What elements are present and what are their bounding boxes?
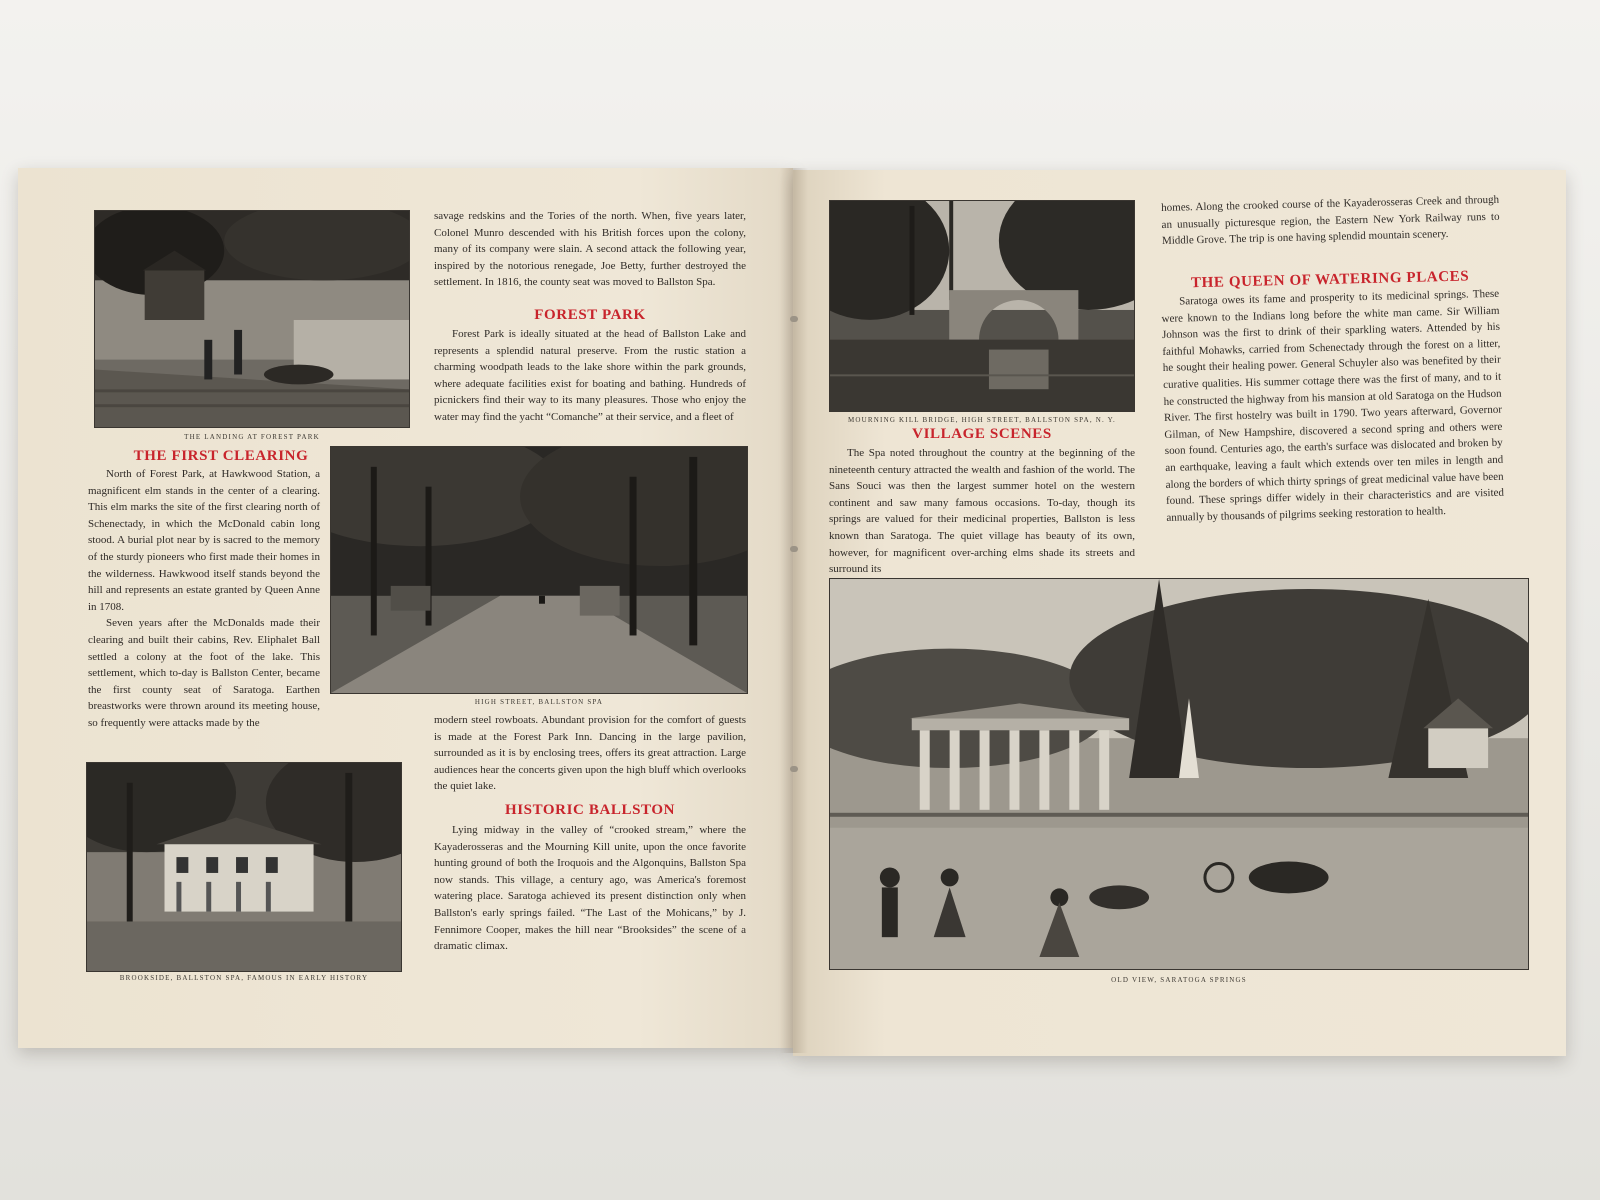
right-page (793, 170, 1566, 1056)
paragraph: Lying midway in the valley of “crooked stream,” where the Kayaderosseras and the Mourning Kill unite, upon the once favorite hunting ground of both the Iroquois and the Algonquins, Ballston Spa now stands. This village, a century ago, was America's foremost watering place. Saratoga achieved its present distinction only when Ballston's early springs failed. “The Last of the Mohicans,” by J. Fennimore Cooper, makes the hill near “Brooksides” the scene of a dramatic climax. (434, 824, 746, 953)
heading-historic-ballston: HISTORIC BALLSTON (504, 802, 676, 818)
caption-brookside: BROOKSIDE, BALLSTON SPA, FAMOUS IN EARLY HISTORY (119, 974, 369, 982)
paragraph: The Spa noted throughout the country at the beginning of the nineteenth century attracted the wealth and fashion of the world. The Sans Souci was then the largest summer hotel on the western continent and saw many famous occasions. To-day, though its springs are valued for their medicinal properties, Ballston is less known than Saratoga. The quiet village has beauty of its own, however, for magnificent over-arching elms shade its streets and surround its (829, 447, 1135, 576)
article-village-scenes (829, 445, 1135, 578)
photo-brookside (86, 762, 402, 972)
article-continued-top (434, 208, 746, 291)
article-forest-park-continued (434, 712, 746, 795)
caption-landing: THE LANDING AT FOREST PARK (184, 433, 320, 441)
binding-stitch (790, 546, 798, 552)
heading-village-scenes: VILLAGE SCENES (912, 426, 1052, 442)
caption-old-view: OLD VIEW, SARATOGA SPRINGS (1111, 976, 1247, 984)
article-queen-of-watering-places (1161, 286, 1505, 527)
paragraph: Forest Park is ideally situated at the head of Ballston Lake and represents a splendid natural preserve. From the rustic station a charming woodpath leads to the lake shore within the park grounds, where adequate facilities exist for boating and bathing. Hundreds of picnickers find their way to its many pleasures. Those who enjoy the water may find the yacht “Comanche” at their service, and a fleet of (434, 328, 746, 423)
heading-queen-of-watering-places: THE QUEEN OF WATERING PLACES (1190, 268, 1470, 292)
binding-stitch (790, 316, 798, 322)
paragraph: modern steel rowboats. Abundant provision for the comfort of guests is made at the Forest Park Inn. Dancing in the large pavilion, surrounded as it is by enclosing trees, offers its great attraction. Large audiences hear the concerts given upon the high bluff which overlooks the quiet lake. (434, 714, 746, 793)
heading-forest-park: FOREST PARK (534, 307, 646, 323)
left-page (18, 168, 793, 1048)
caption-bridge: MOURNING KILL BRIDGE, HIGH STREET, BALLSTON SPA, N. Y. (847, 416, 1116, 424)
caption-high-street: HIGH STREET, BALLSTON SPA (474, 698, 604, 706)
article-forest-park (434, 326, 746, 426)
article-historic-ballston (434, 822, 746, 955)
paragraph: North of Forest Park, at Hawkwood Station, a magnificent elm stands in the center of a clearing. This elm marks the site of the first clearing north of Schenectady, in which the McDonald cabin long stood. A burial plot near by is sacred to the memory of the sturdy pioneers who first made their homes in the wilderness. Hawkwood itself stands beyond the hill and represents an estate granted by Queen Anne in 1708. (88, 468, 320, 613)
paragraph: homes. Along the crooked course of the Kayaderosseras Creek and through an unusually picturesque region, the Eastern New York Railway runs to Middle Grove. The trip is one having splendid mountain scenery. (1161, 193, 1500, 248)
paragraph: savage redskins and the Tories of the north. When, five years later, Colonel Munro descended with his British forces upon the colony, many of its company were slain. A second attack the following year, inspired by the notorious renegade, Joe Betty, further destroyed the settlement. In 1816, the county seat was moved to Ballston Spa. (434, 210, 746, 289)
book-gutter (780, 168, 808, 1053)
article-continued-top-right (1161, 192, 1500, 250)
photo-high-street (330, 446, 748, 694)
binding-stitch (790, 766, 798, 772)
article-first-clearing (88, 466, 320, 732)
paragraph: Saratoga owes its fame and prosperity to its medicinal springs. These were known to the Indians long before the white man came. Sir William Johnson was the first to drink of their sparkling waters. Attended by his faithful Mohawks, carried from Schenectady through the forest on a litter, he sought their healing power. General Schuyler also was benefited by their curative qualities. His summer cottage there was the first of many, and to it he constructed the highway from his mansion at old Saratoga on the Hudson River. The first hostelry was built in 1790. Two years afterward, Governor Gilman, of New Hampshire, discovered a second spring and others were soon found. Centuries ago, the earth's surface was dislocated and broken by an earthquake, leaving a fault which extends over ten miles in length and along the borders of which thirty springs of great medicinal value have been found. These springs differ widely in their characteristics and are visited annually by thousands of pilgrims seeking restoration to health. (1161, 287, 1505, 524)
photo-old-view-saratoga (829, 578, 1529, 970)
booklet-spread (18, 168, 1566, 1058)
photo-landing-forest-park (94, 210, 410, 428)
heading-first-clearing: THE FIRST CLEARING (133, 448, 309, 464)
paragraph: Seven years after the McDonalds made their clearing and built their cabins, Rev. Eliphalet Ball settled a colony at the foot of the lake. This settlement, which to-day is Ballston Center, became the first county seat of Saratoga. Earthen breastworks were thrown around its meeting house, so frequently were attacks made by the (88, 617, 320, 729)
photo-mourning-kill-bridge (829, 200, 1135, 412)
